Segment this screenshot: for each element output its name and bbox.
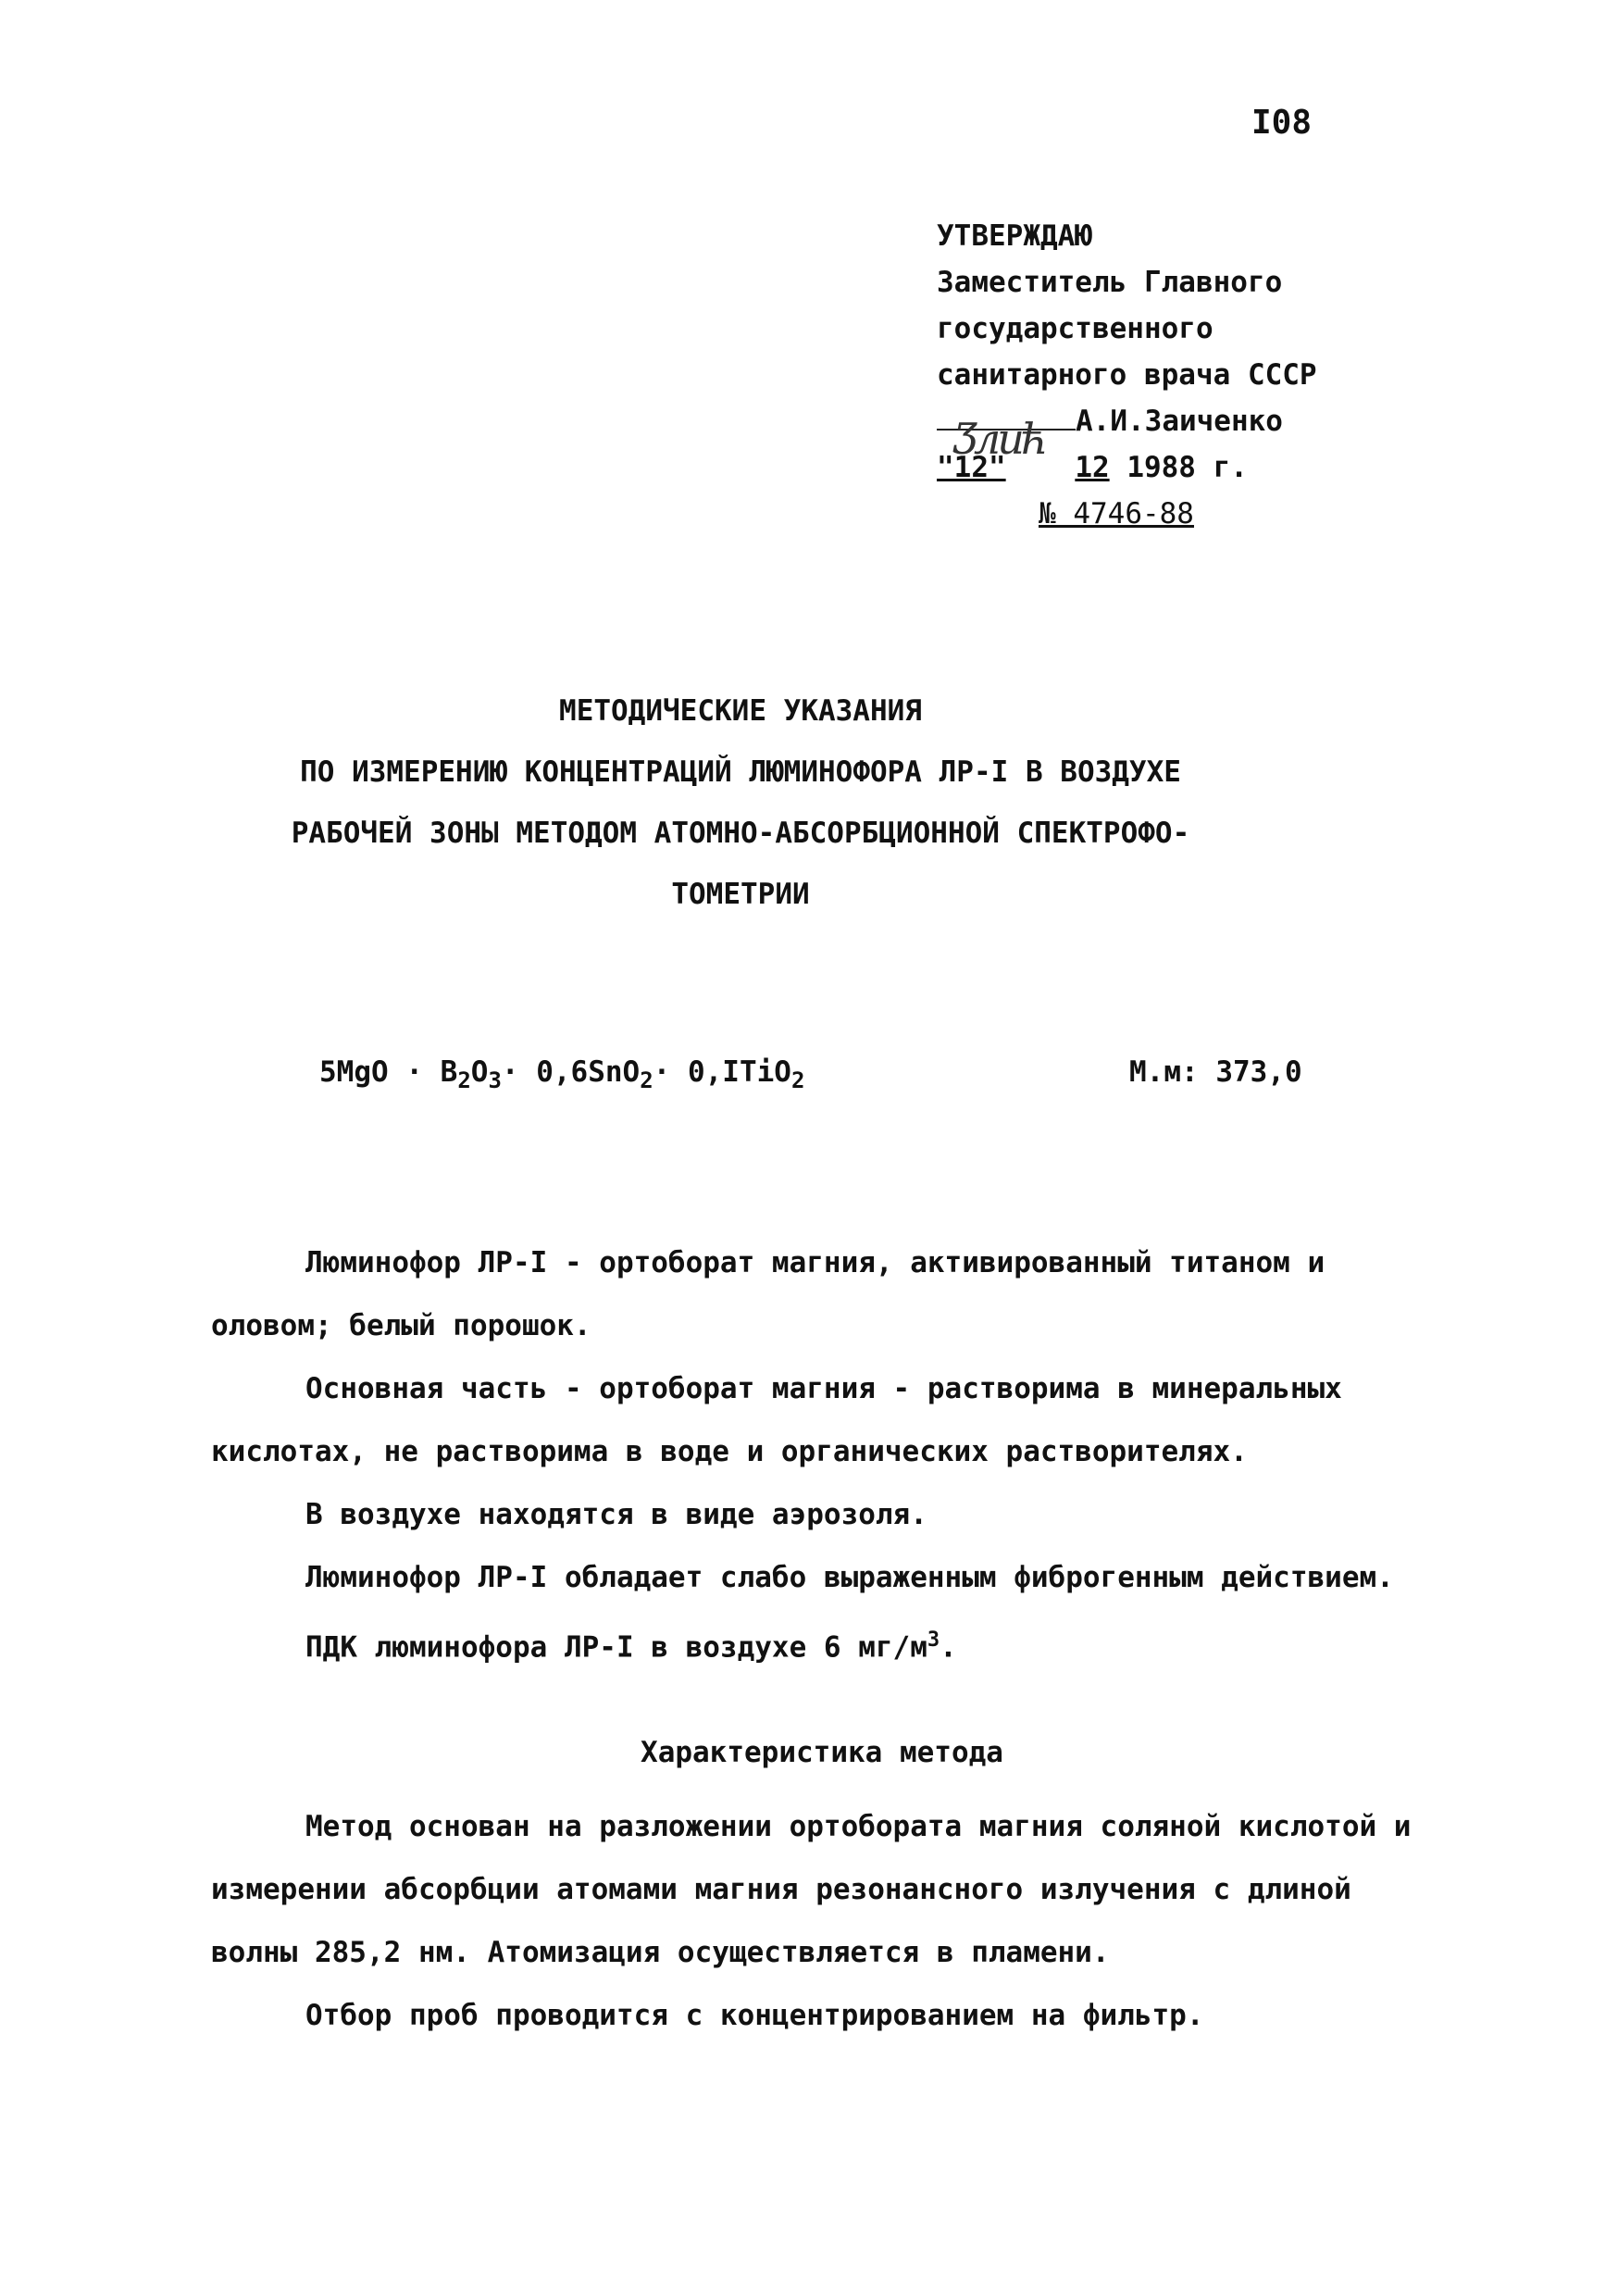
date-day: "12" [937,451,1006,484]
formula-part: 5MgO · B [319,1055,458,1089]
approval-position-line-3: санитарного врача СССР [937,358,1317,392]
pdk-end: . [940,1630,957,1665]
paragraph-pdk [211,1609,1433,1678]
title-line-4: ТОМЕТРИИ [671,878,810,911]
molar-mass: М.м: 373,0 [1129,1055,1302,1089]
signer-name: А.И.Заиченко [1076,405,1283,438]
formula-part: · 0,6SnO [501,1055,641,1089]
paragraph: Люминофор ЛР-I обладает слабо выраженным фиброгенным действием. [305,1561,1394,1594]
page-number: I08 [1251,104,1313,142]
date-year: 1988 г. [1126,451,1248,484]
date-month: 12 [1075,451,1110,484]
document-title [213,680,1268,925]
title-line-1: МЕТОДИЧЕСКИЕ УКАЗАНИЯ [559,694,922,728]
approval-heading: УТВЕРЖДАЮ [937,219,1092,253]
formula-subscript: 3 [488,1067,502,1094]
section-heading: Характеристика метода [641,1736,1003,1770]
signature-line [937,398,1317,464]
paragraph: Основная часть - ортоборат магния - растворима в минеральных кислотах, не растворима в воде и органических растворителях. [211,1372,1342,1468]
pdk-superscript: 3 [927,1628,940,1652]
pdk-text: ПДК люминофора ЛР-I в воздухе 6 мг/м [305,1630,927,1665]
formula-subscript: 2 [790,1067,805,1094]
formula-subscript: 2 [457,1067,471,1094]
paragraph: Люминофор ЛР-I - ортоборат магния, активированный титаном и оловом; белый порошок. [211,1246,1326,1342]
formula-part: · 0,ITiO [653,1055,791,1089]
paragraph: В воздухе находятся в виде аэрозоля. [305,1498,927,1531]
document-body [211,1231,1433,2047]
registration-number-value: № 4746-88 [1039,497,1194,530]
approval-block [937,213,1317,537]
formula-subscript: 2 [640,1067,653,1094]
paragraph: Отбор проб проводится с концентрированием на фильтр. [305,1999,1204,2033]
title-line-2: ПО ИЗМЕРЕНИЮ КОНЦЕНТРАЦИЙ ЛЮМИНОФОРА ЛР-I В ВОЗДУХЕ [300,755,1181,789]
approval-position-line-2: государственного [937,312,1214,345]
paragraph: Метод основан на разложении ортобората магния соляной кислотой и измерении абсорбции атомами магния резонансного излучения с длиной волны 285,2 нм. Атомизация осуществляется в пламени. [211,1810,1412,1970]
formula-part: O [470,1055,489,1089]
title-line-3: РАБОЧЕЙ ЗОНЫ МЕТОДОМ АТОМНО-АБСОРБЦИОННОЙ СПЕКТРОФО- [291,817,1190,850]
chemical-formula [319,1055,804,1093]
registration-number [937,491,1317,537]
approval-position-line-1: Заместитель Главного [937,266,1283,299]
handwritten-signature: Ӡлић [937,429,1076,430]
